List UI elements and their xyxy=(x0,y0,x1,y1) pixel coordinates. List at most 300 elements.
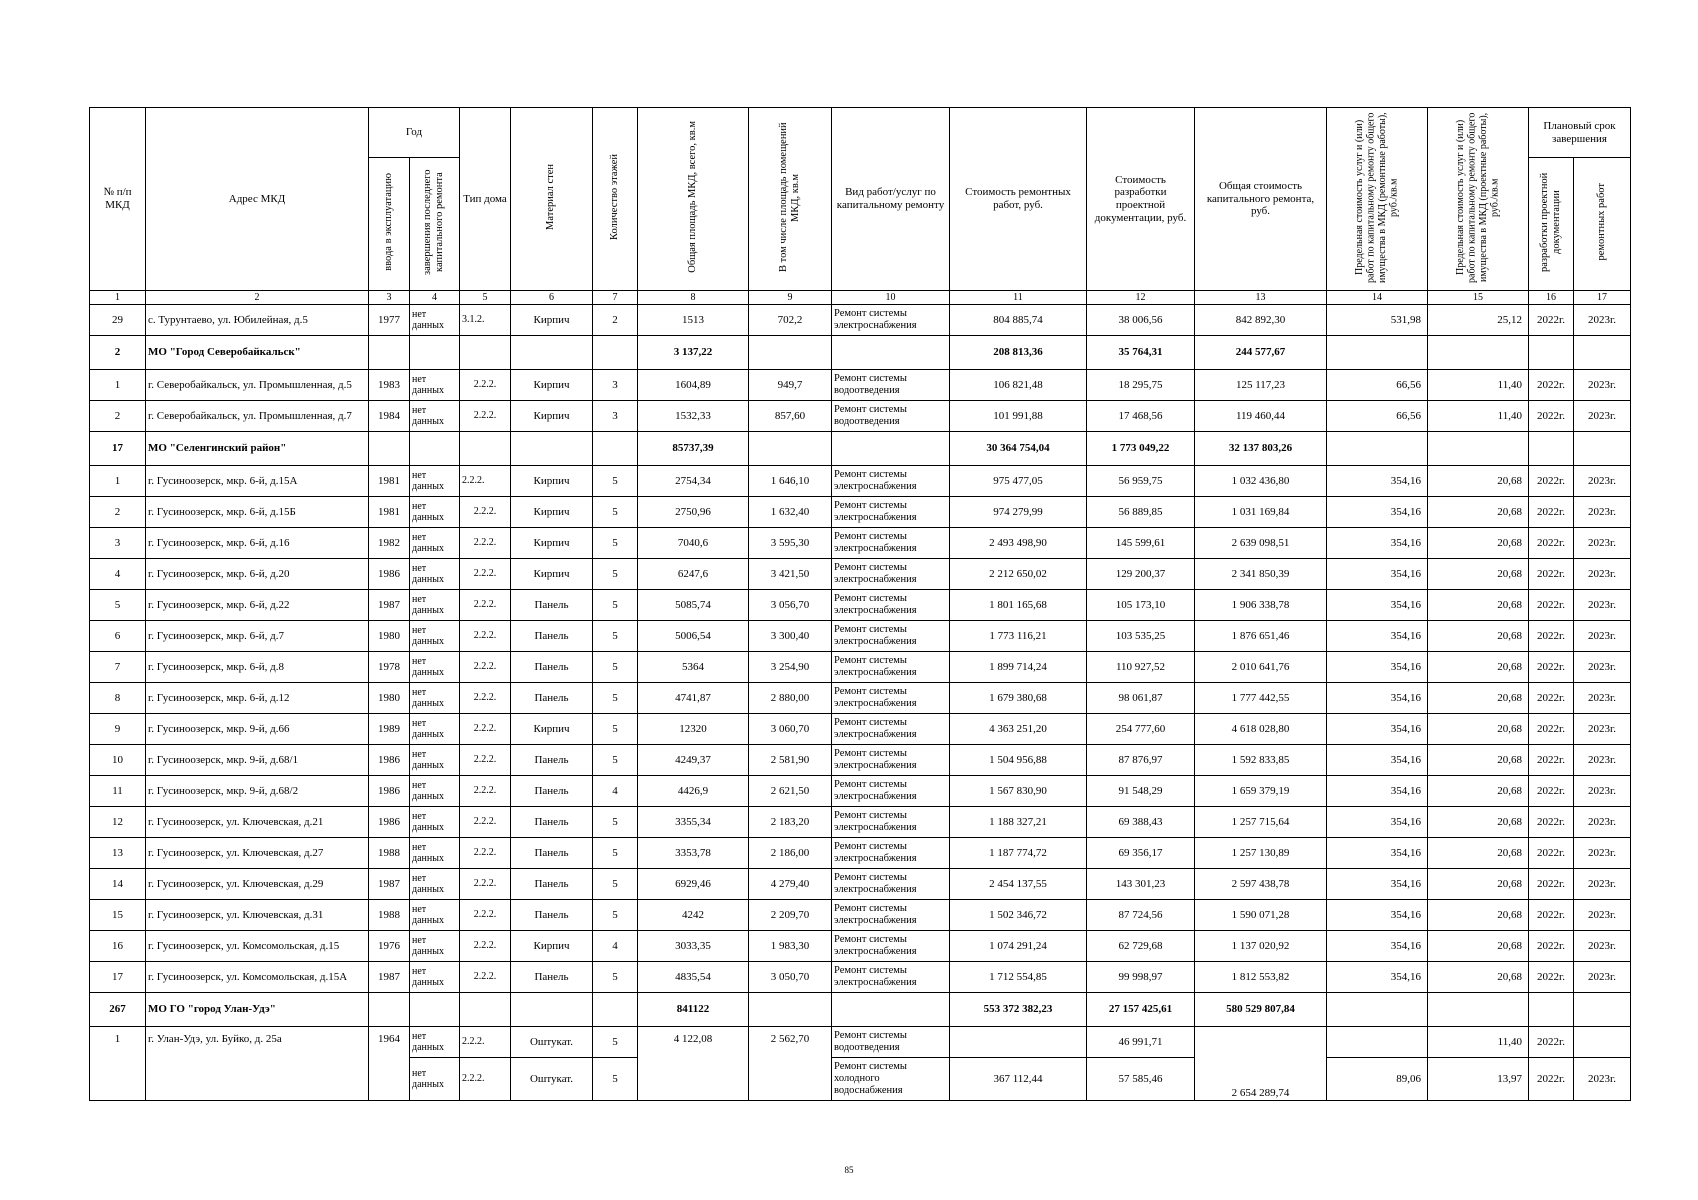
cell-plan-design xyxy=(1529,336,1574,370)
cell-year-last-repair: нет данных xyxy=(410,305,460,336)
cell-plan-design xyxy=(1529,993,1574,1027)
cell-total-cost: 1 777 442,55 xyxy=(1195,683,1327,714)
cell-premises-area: 3 050,70 xyxy=(749,962,832,993)
cell-repair-cost: 1 502 346,72 xyxy=(950,900,1087,931)
cell-wall-material xyxy=(511,336,593,370)
cell-no: 2 xyxy=(90,336,146,370)
cell-no: 267 xyxy=(90,993,146,1027)
cell-premises-area: 949,7 xyxy=(749,370,832,401)
cell-no: 16 xyxy=(90,931,146,962)
cell-plan-repair xyxy=(1574,432,1631,466)
cell-no: 1 xyxy=(90,466,146,497)
cell-wall-material: Панель xyxy=(511,869,593,900)
header-wall-material: Материал стен xyxy=(511,108,593,291)
cell-year-commission: 1986 xyxy=(369,807,410,838)
header-limit-repair: Предельная стоимость услуг и (или) работ по капитальному ремонту общего имущества в МКД (ремонтные работы), руб./кв.м xyxy=(1327,108,1428,291)
cell-wall-material: Панель xyxy=(511,807,593,838)
column-number-cell: 8 xyxy=(638,291,749,305)
header-premises-area: В том числе площадь помещений МКД, кв.м xyxy=(749,108,832,291)
cell-premises-area: 3 421,50 xyxy=(749,559,832,590)
header-design-cost: Стоимость разработки проектной документации, руб. xyxy=(1087,108,1195,291)
cell-limit-design: 20,68 xyxy=(1428,714,1529,745)
column-number-cell: 12 xyxy=(1087,291,1195,305)
cell-limit-repair: 354,16 xyxy=(1327,962,1428,993)
cell-house-type: 2.2.2. xyxy=(460,497,511,528)
cell-repair-cost: 1 504 956,88 xyxy=(950,745,1087,776)
subtotal-row xyxy=(90,432,1631,466)
cell-house-type: 2.2.2. xyxy=(460,838,511,869)
cell-plan-repair: 2023г. xyxy=(1574,590,1631,621)
cell-premises-area: 3 060,70 xyxy=(749,714,832,745)
cell-address: г. Улан-Удэ, ул. Буйко, д. 25а xyxy=(146,1027,369,1101)
cell-repair-cost: 1 712 554,85 xyxy=(950,962,1087,993)
cell-work-type: Ремонт системы электроснабжения xyxy=(832,931,950,962)
cell-limit-repair: 66,56 xyxy=(1327,401,1428,432)
cell-plan-design: 2022г. xyxy=(1529,559,1574,590)
cell-total-cost: 125 117,23 xyxy=(1195,370,1327,401)
cell-total-area: 5364 xyxy=(638,652,749,683)
subtotal-row xyxy=(90,336,1631,370)
cell-repair-cost: 367 112,44 xyxy=(950,1058,1087,1101)
cell-floors: 5 xyxy=(593,807,638,838)
cell-total-area: 5006,54 xyxy=(638,621,749,652)
cell-limit-design: 20,68 xyxy=(1428,900,1529,931)
cell-premises-area: 2 562,70 xyxy=(749,1027,832,1101)
cell-design-cost: 129 200,37 xyxy=(1087,559,1195,590)
cell-total-cost: 2 341 850,39 xyxy=(1195,559,1327,590)
cell-repair-cost: 2 493 498,90 xyxy=(950,528,1087,559)
cell-house-type: 2.2.2. xyxy=(460,621,511,652)
cell-work-type: Ремонт системы электроснабжения xyxy=(832,776,950,807)
cell-year-commission: 1983 xyxy=(369,370,410,401)
column-number-cell: 4 xyxy=(410,291,460,305)
cell-total-cost: 32 137 803,26 xyxy=(1195,432,1327,466)
cell-premises-area xyxy=(749,993,832,1027)
cell-premises-area: 3 595,30 xyxy=(749,528,832,559)
table-row xyxy=(90,401,1631,432)
column-number-row xyxy=(90,291,1631,305)
table-row xyxy=(90,931,1631,962)
cell-house-type xyxy=(460,993,511,1027)
cell-year-commission: 1987 xyxy=(369,962,410,993)
table-row xyxy=(90,652,1631,683)
cell-limit-design: 11,40 xyxy=(1428,1027,1529,1058)
cell-plan-repair: 2023г. xyxy=(1574,931,1631,962)
cell-limit-repair: 531,98 xyxy=(1327,305,1428,336)
cell-no: 17 xyxy=(90,432,146,466)
cell-limit-repair: 354,16 xyxy=(1327,838,1428,869)
cell-year-last-repair: нет данных xyxy=(410,590,460,621)
cell-plan-repair: 2023г. xyxy=(1574,714,1631,745)
cell-no: 13 xyxy=(90,838,146,869)
cell-plan-repair: 2023г. xyxy=(1574,807,1631,838)
cell-plan-design: 2022г. xyxy=(1529,714,1574,745)
cell-no: 6 xyxy=(90,621,146,652)
cell-total-cost: 842 892,30 xyxy=(1195,305,1327,336)
cell-total-area: 4741,87 xyxy=(638,683,749,714)
cell-year-last-repair: нет данных xyxy=(410,683,460,714)
cell-address: г. Гусиноозерск, мкр. 9-й, д.68/1 xyxy=(146,745,369,776)
header-no: № п/п МКД xyxy=(90,108,146,291)
cell-total-area: 3355,34 xyxy=(638,807,749,838)
cell-wall-material: Кирпич xyxy=(511,559,593,590)
cell-plan-repair: 2023г. xyxy=(1574,1058,1631,1101)
header-plan-design: разработки проектной документации xyxy=(1529,158,1574,291)
cell-premises-area: 4 279,40 xyxy=(749,869,832,900)
cell-plan-design: 2022г. xyxy=(1529,1027,1574,1058)
cell-house-type: 2.2.2. xyxy=(460,683,511,714)
cell-design-cost: 27 157 425,61 xyxy=(1087,993,1195,1027)
cell-premises-area: 2 880,00 xyxy=(749,683,832,714)
cell-plan-repair: 2023г. xyxy=(1574,776,1631,807)
cell-year-commission: 1964 xyxy=(369,1027,410,1101)
cell-wall-material: Оштукат. xyxy=(511,1027,593,1058)
cell-plan-design: 2022г. xyxy=(1529,807,1574,838)
cell-repair-cost: 1 188 327,21 xyxy=(950,807,1087,838)
cell-house-type: 2.2.2. xyxy=(460,900,511,931)
cell-limit-repair: 354,16 xyxy=(1327,807,1428,838)
cell-wall-material: Панель xyxy=(511,776,593,807)
cell-work-type: Ремонт системы электроснабжения xyxy=(832,683,950,714)
cell-design-cost: 69 388,43 xyxy=(1087,807,1195,838)
cell-no: 3 xyxy=(90,528,146,559)
cell-plan-design: 2022г. xyxy=(1529,370,1574,401)
cell-no: 2 xyxy=(90,401,146,432)
header-plan-repair: ремонтных работ xyxy=(1574,158,1631,291)
cell-limit-repair: 354,16 xyxy=(1327,497,1428,528)
cell-total-cost: 1 812 553,82 xyxy=(1195,962,1327,993)
cell-no: 11 xyxy=(90,776,146,807)
cell-limit-design: 20,68 xyxy=(1428,528,1529,559)
cell-premises-area: 2 209,70 xyxy=(749,900,832,931)
cell-premises-area: 2 183,20 xyxy=(749,807,832,838)
cell-work-type: Ремонт системы электроснабжения xyxy=(832,900,950,931)
cell-plan-design: 2022г. xyxy=(1529,962,1574,993)
cell-year-last-repair: нет данных xyxy=(410,838,460,869)
column-number-cell: 13 xyxy=(1195,291,1327,305)
cell-house-type: 2.2.2. xyxy=(460,776,511,807)
cell-address: г. Гусиноозерск, ул. Комсомольская, д.15А xyxy=(146,962,369,993)
cell-wall-material: Панель xyxy=(511,590,593,621)
cell-year-last-repair xyxy=(410,993,460,1027)
table-body xyxy=(90,305,1631,1101)
cell-total-cost: 1 590 071,28 xyxy=(1195,900,1327,931)
cell-address: МО "Город Северобайкальск" xyxy=(146,336,369,370)
cell-year-commission: 1980 xyxy=(369,683,410,714)
cell-wall-material: Кирпич xyxy=(511,931,593,962)
cell-limit-repair: 354,16 xyxy=(1327,900,1428,931)
cell-premises-area: 857,60 xyxy=(749,401,832,432)
cell-no: 2 xyxy=(90,497,146,528)
cell-year-last-repair: нет данных xyxy=(410,776,460,807)
cell-limit-repair: 354,16 xyxy=(1327,683,1428,714)
cell-year-commission: 1977 xyxy=(369,305,410,336)
column-number-cell: 16 xyxy=(1529,291,1574,305)
cell-floors: 4 xyxy=(593,776,638,807)
cell-plan-design: 2022г. xyxy=(1529,497,1574,528)
cell-floors: 5 xyxy=(593,466,638,497)
cell-design-cost: 254 777,60 xyxy=(1087,714,1195,745)
column-number-cell: 5 xyxy=(460,291,511,305)
cell-premises-area: 702,2 xyxy=(749,305,832,336)
cell-house-type xyxy=(460,336,511,370)
cell-plan-repair: 2023г. xyxy=(1574,652,1631,683)
cell-total-cost: 1 032 436,80 xyxy=(1195,466,1327,497)
cell-house-type: 2.2.2. xyxy=(460,745,511,776)
cell-plan-repair: 2023г. xyxy=(1574,621,1631,652)
cell-repair-cost: 208 813,36 xyxy=(950,336,1087,370)
cell-house-type: 2.2.2. xyxy=(460,370,511,401)
cell-design-cost: 17 468,56 xyxy=(1087,401,1195,432)
cell-plan-design: 2022г. xyxy=(1529,1058,1574,1101)
cell-premises-area: 3 254,90 xyxy=(749,652,832,683)
cell-total-cost: 1 257 715,64 xyxy=(1195,807,1327,838)
cell-plan-repair: 2023г. xyxy=(1574,683,1631,714)
cell-year-last-repair: нет данных xyxy=(410,370,460,401)
cell-total-cost: 580 529 807,84 xyxy=(1195,993,1327,1027)
cell-limit-design: 11,40 xyxy=(1428,401,1529,432)
cell-plan-repair xyxy=(1574,993,1631,1027)
cell-total-cost: 2 597 438,78 xyxy=(1195,869,1327,900)
cell-plan-repair: 2023г. xyxy=(1574,869,1631,900)
cell-design-cost: 56 959,75 xyxy=(1087,466,1195,497)
cell-no: 15 xyxy=(90,900,146,931)
cell-house-type: 2.2.2. xyxy=(460,466,511,497)
cell-address: г. Гусиноозерск, мкр. 6-й, д.20 xyxy=(146,559,369,590)
cell-floors: 5 xyxy=(593,745,638,776)
cell-limit-repair: 354,16 xyxy=(1327,466,1428,497)
table-row xyxy=(90,590,1631,621)
header-floors: Количество этажей xyxy=(593,108,638,291)
cell-wall-material: Панель xyxy=(511,962,593,993)
cell-limit-repair: 354,16 xyxy=(1327,621,1428,652)
cell-work-type: Ремонт системы электроснабжения xyxy=(832,528,950,559)
column-number-cell: 11 xyxy=(950,291,1087,305)
cell-total-area: 6247,6 xyxy=(638,559,749,590)
cell-total-cost: 2 010 641,76 xyxy=(1195,652,1327,683)
cell-year-commission: 1981 xyxy=(369,497,410,528)
header-address: Адрес МКД xyxy=(146,108,369,291)
cell-year-commission xyxy=(369,432,410,466)
cell-design-cost: 35 764,31 xyxy=(1087,336,1195,370)
table-row xyxy=(90,621,1631,652)
cell-design-cost: 18 295,75 xyxy=(1087,370,1195,401)
cell-address: г. Гусиноозерск, мкр. 9-й, д.66 xyxy=(146,714,369,745)
cell-repair-cost: 2 212 650,02 xyxy=(950,559,1087,590)
cell-address: МО "Селенгинский район" xyxy=(146,432,369,466)
header-total-area: Общая площадь МКД, всего, кв.м xyxy=(638,108,749,291)
cell-total-cost: 1 592 833,85 xyxy=(1195,745,1327,776)
cell-house-type: 2.2.2. xyxy=(460,807,511,838)
cell-repair-cost: 30 364 754,04 xyxy=(950,432,1087,466)
cell-plan-design: 2022г. xyxy=(1529,528,1574,559)
cell-repair-cost: 4 363 251,20 xyxy=(950,714,1087,745)
cell-limit-design: 20,68 xyxy=(1428,497,1529,528)
cell-total-area: 5085,74 xyxy=(638,590,749,621)
cell-address: г. Северобайкальск, ул. Промышленная, д.5 xyxy=(146,370,369,401)
cell-no: 29 xyxy=(90,305,146,336)
cell-address: г. Гусиноозерск, ул. Ключевская, д.21 xyxy=(146,807,369,838)
cell-work-type: Ремонт системы электроснабжения xyxy=(832,621,950,652)
cell-house-type: 2.2.2. xyxy=(460,962,511,993)
cell-year-last-repair: нет данных xyxy=(410,714,460,745)
cell-year-last-repair xyxy=(410,336,460,370)
cell-total-area: 85737,39 xyxy=(638,432,749,466)
cell-premises-area xyxy=(749,336,832,370)
cell-wall-material: Кирпич xyxy=(511,528,593,559)
cell-work-type: Ремонт системы электроснабжения xyxy=(832,652,950,683)
cell-premises-area: 3 300,40 xyxy=(749,621,832,652)
cell-work-type xyxy=(832,336,950,370)
cell-total-cost: 2 639 098,51 xyxy=(1195,528,1327,559)
table-row xyxy=(90,776,1631,807)
header-limit-design: Предельная стоимость услуг и (или) работ по капитальному ремонту общего имущества в МКД (проектные работы), руб./кв.м xyxy=(1428,108,1529,291)
cell-premises-area: 1 983,30 xyxy=(749,931,832,962)
cell-work-type xyxy=(832,993,950,1027)
cell-floors xyxy=(593,993,638,1027)
cell-total-area: 1604,89 xyxy=(638,370,749,401)
cell-address: г. Гусиноозерск, ул. Ключевская, д.29 xyxy=(146,869,369,900)
cell-year-last-repair: нет данных xyxy=(410,497,460,528)
capital-repair-table xyxy=(89,107,1631,1101)
cell-house-type: 2.2.2. xyxy=(460,528,511,559)
cell-repair-cost: 106 821,48 xyxy=(950,370,1087,401)
table-row xyxy=(90,683,1631,714)
cell-limit-repair: 354,16 xyxy=(1327,931,1428,962)
cell-work-type: Ремонт системы электроснабжения xyxy=(832,807,950,838)
cell-design-cost: 69 356,17 xyxy=(1087,838,1195,869)
cell-limit-repair: 354,16 xyxy=(1327,652,1428,683)
cell-plan-design: 2022г. xyxy=(1529,745,1574,776)
cell-plan-repair: 2023г. xyxy=(1574,900,1631,931)
cell-address: г. Гусиноозерск, ул. Комсомольская, д.15 xyxy=(146,931,369,962)
cell-total-cost: 1 031 169,84 xyxy=(1195,497,1327,528)
cell-plan-repair: 2023г. xyxy=(1574,745,1631,776)
cell-limit-design: 25,12 xyxy=(1428,305,1529,336)
cell-design-cost: 56 889,85 xyxy=(1087,497,1195,528)
cell-design-cost: 38 006,56 xyxy=(1087,305,1195,336)
cell-no: 4 xyxy=(90,559,146,590)
cell-floors: 5 xyxy=(593,714,638,745)
table-row xyxy=(90,869,1631,900)
header-house-type: Тип дома xyxy=(460,108,511,291)
table-row xyxy=(90,714,1631,745)
cell-year-commission: 1986 xyxy=(369,559,410,590)
cell-floors: 2 xyxy=(593,305,638,336)
cell-year-last-repair: нет данных xyxy=(410,931,460,962)
cell-limit-repair: 66,56 xyxy=(1327,370,1428,401)
cell-limit-repair: 354,16 xyxy=(1327,745,1428,776)
cell-floors xyxy=(593,336,638,370)
cell-year-last-repair: нет данных xyxy=(410,869,460,900)
cell-total-area: 841122 xyxy=(638,993,749,1027)
cell-limit-design xyxy=(1428,432,1529,466)
column-number-cell: 1 xyxy=(90,291,146,305)
column-number-cell: 17 xyxy=(1574,291,1631,305)
cell-total-area: 4 122,08 xyxy=(638,1027,749,1101)
cell-work-type: Ремонт системы электроснабжения xyxy=(832,838,950,869)
cell-limit-design: 20,68 xyxy=(1428,931,1529,962)
cell-floors: 5 xyxy=(593,683,638,714)
cell-plan-design: 2022г. xyxy=(1529,652,1574,683)
header-work-type: Вид работ/услуг по капитальному ремонту xyxy=(832,108,950,291)
table-row xyxy=(90,466,1631,497)
table-row xyxy=(90,962,1631,993)
cell-floors: 3 xyxy=(593,401,638,432)
cell-total-cost: 119 460,44 xyxy=(1195,401,1327,432)
page-number: 85 xyxy=(844,1165,854,1175)
cell-design-cost: 87 724,56 xyxy=(1087,900,1195,931)
cell-work-type: Ремонт системы водоотведения xyxy=(832,1027,950,1058)
cell-year-last-repair: нет данных xyxy=(410,807,460,838)
cell-total-area: 12320 xyxy=(638,714,749,745)
cell-repair-cost: 1 899 714,24 xyxy=(950,652,1087,683)
cell-repair-cost: 975 477,05 xyxy=(950,466,1087,497)
cell-address: г. Гусиноозерск, мкр. 6-й, д.15А xyxy=(146,466,369,497)
cell-limit-design: 20,68 xyxy=(1428,962,1529,993)
cell-plan-repair xyxy=(1574,336,1631,370)
cell-wall-material: Панель xyxy=(511,745,593,776)
cell-total-area: 3 137,22 xyxy=(638,336,749,370)
cell-premises-area: 2 581,90 xyxy=(749,745,832,776)
cell-plan-design: 2022г. xyxy=(1529,305,1574,336)
cell-house-type xyxy=(460,432,511,466)
column-number-cell: 9 xyxy=(749,291,832,305)
cell-total-cost: 1 876 651,46 xyxy=(1195,621,1327,652)
cell-plan-design: 2022г. xyxy=(1529,683,1574,714)
cell-address: г. Северобайкальск, ул. Промышленная, д.7 xyxy=(146,401,369,432)
cell-year-commission: 1976 xyxy=(369,931,410,962)
cell-total-area: 7040,6 xyxy=(638,528,749,559)
cell-limit-repair: 354,16 xyxy=(1327,590,1428,621)
cell-design-cost: 87 876,97 xyxy=(1087,745,1195,776)
column-number-cell: 7 xyxy=(593,291,638,305)
cell-limit-repair xyxy=(1327,336,1428,370)
cell-premises-area xyxy=(749,432,832,466)
cell-year-commission: 1984 xyxy=(369,401,410,432)
cell-year-last-repair: нет данных xyxy=(410,652,460,683)
subtotal-row xyxy=(90,993,1631,1027)
cell-plan-repair: 2023г. xyxy=(1574,401,1631,432)
cell-limit-design: 20,68 xyxy=(1428,807,1529,838)
cell-work-type: Ремонт системы электроснабжения xyxy=(832,305,950,336)
cell-no: 10 xyxy=(90,745,146,776)
cell-limit-design: 13,97 xyxy=(1428,1058,1529,1101)
cell-house-type: 2.2.2. xyxy=(460,559,511,590)
cell-floors: 3 xyxy=(593,370,638,401)
cell-total-area: 4426,9 xyxy=(638,776,749,807)
cell-repair-cost: 553 372 382,23 xyxy=(950,993,1087,1027)
cell-wall-material: Панель xyxy=(511,621,593,652)
cell-year-commission: 1982 xyxy=(369,528,410,559)
cell-limit-repair xyxy=(1327,432,1428,466)
cell-address: г. Гусиноозерск, ул. Ключевская, д.31 xyxy=(146,900,369,931)
cell-house-type: 2.2.2. xyxy=(460,1027,511,1058)
cell-wall-material: Оштукат. xyxy=(511,1058,593,1101)
cell-limit-repair: 354,16 xyxy=(1327,869,1428,900)
cell-work-type: Ремонт системы электроснабжения xyxy=(832,497,950,528)
cell-wall-material: Кирпич xyxy=(511,714,593,745)
cell-house-type: 2.2.2. xyxy=(460,869,511,900)
cell-limit-repair: 354,16 xyxy=(1327,559,1428,590)
cell-address: г. Гусиноозерск, мкр. 9-й, д.68/2 xyxy=(146,776,369,807)
cell-floors: 4 xyxy=(593,931,638,962)
cell-limit-repair: 354,16 xyxy=(1327,714,1428,745)
cell-plan-design: 2022г. xyxy=(1529,466,1574,497)
cell-plan-repair: 2023г. xyxy=(1574,838,1631,869)
cell-premises-area: 1 632,40 xyxy=(749,497,832,528)
cell-repair-cost: 1 773 116,21 xyxy=(950,621,1087,652)
